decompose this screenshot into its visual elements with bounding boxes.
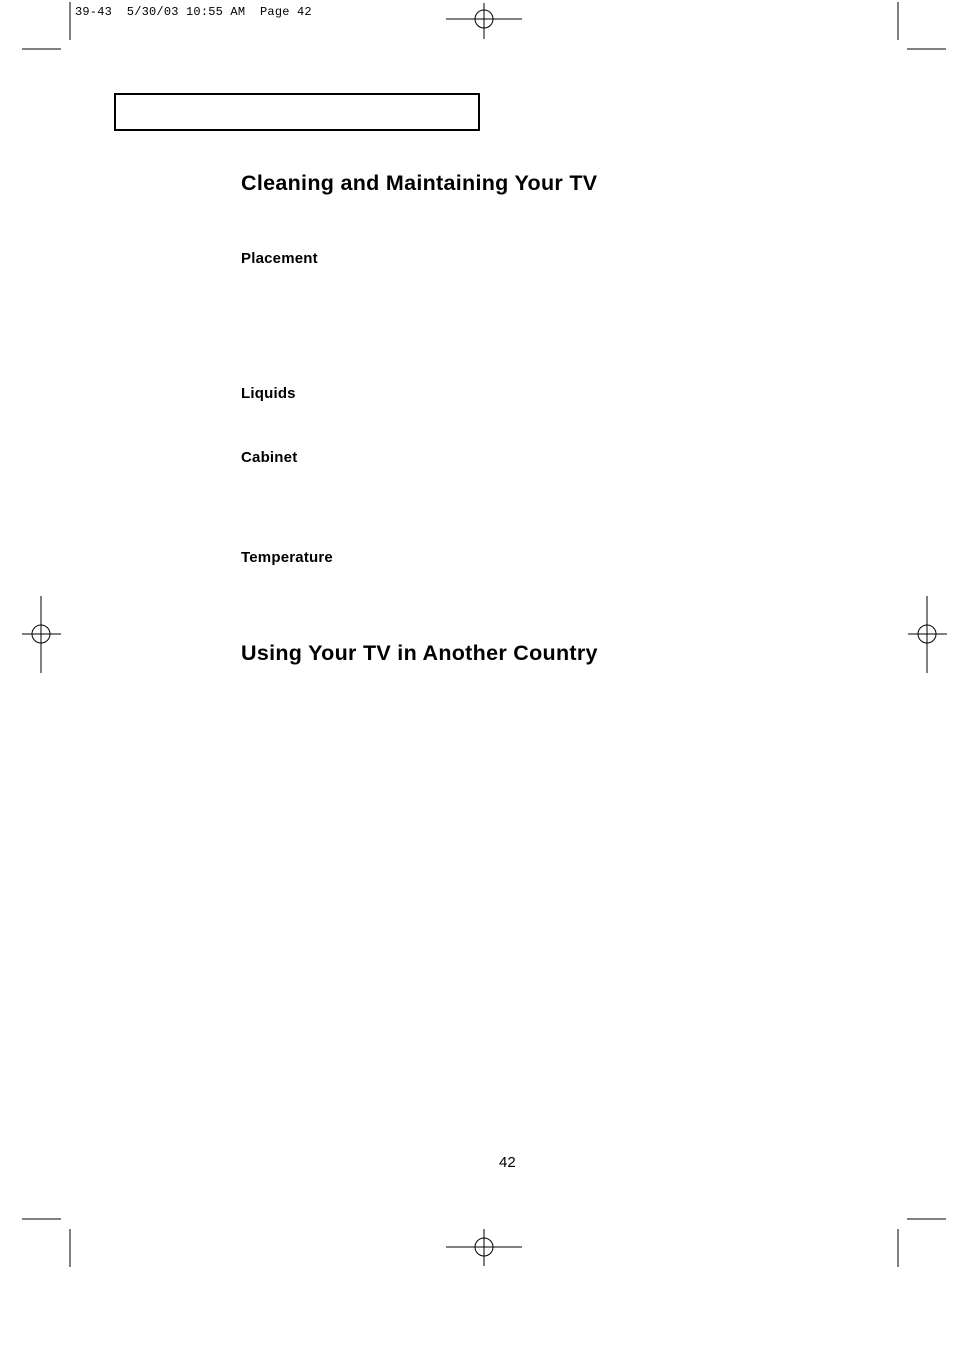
print-slug: 39-43 5/30/03 10:55 AM Page 42 (75, 5, 312, 19)
liquids-subheading: Liquids (241, 385, 296, 402)
another-country-section-title: Using Your TV in Another Country (241, 641, 598, 665)
cleaning-section-title: Cleaning and Maintaining Your TV (241, 171, 598, 195)
page-number: 42 (499, 1154, 516, 1171)
placement-subheading: Placement (241, 250, 318, 267)
chapter-title-box (114, 93, 480, 131)
cabinet-subheading: Cabinet (241, 449, 298, 466)
temperature-subheading: Temperature (241, 549, 333, 566)
